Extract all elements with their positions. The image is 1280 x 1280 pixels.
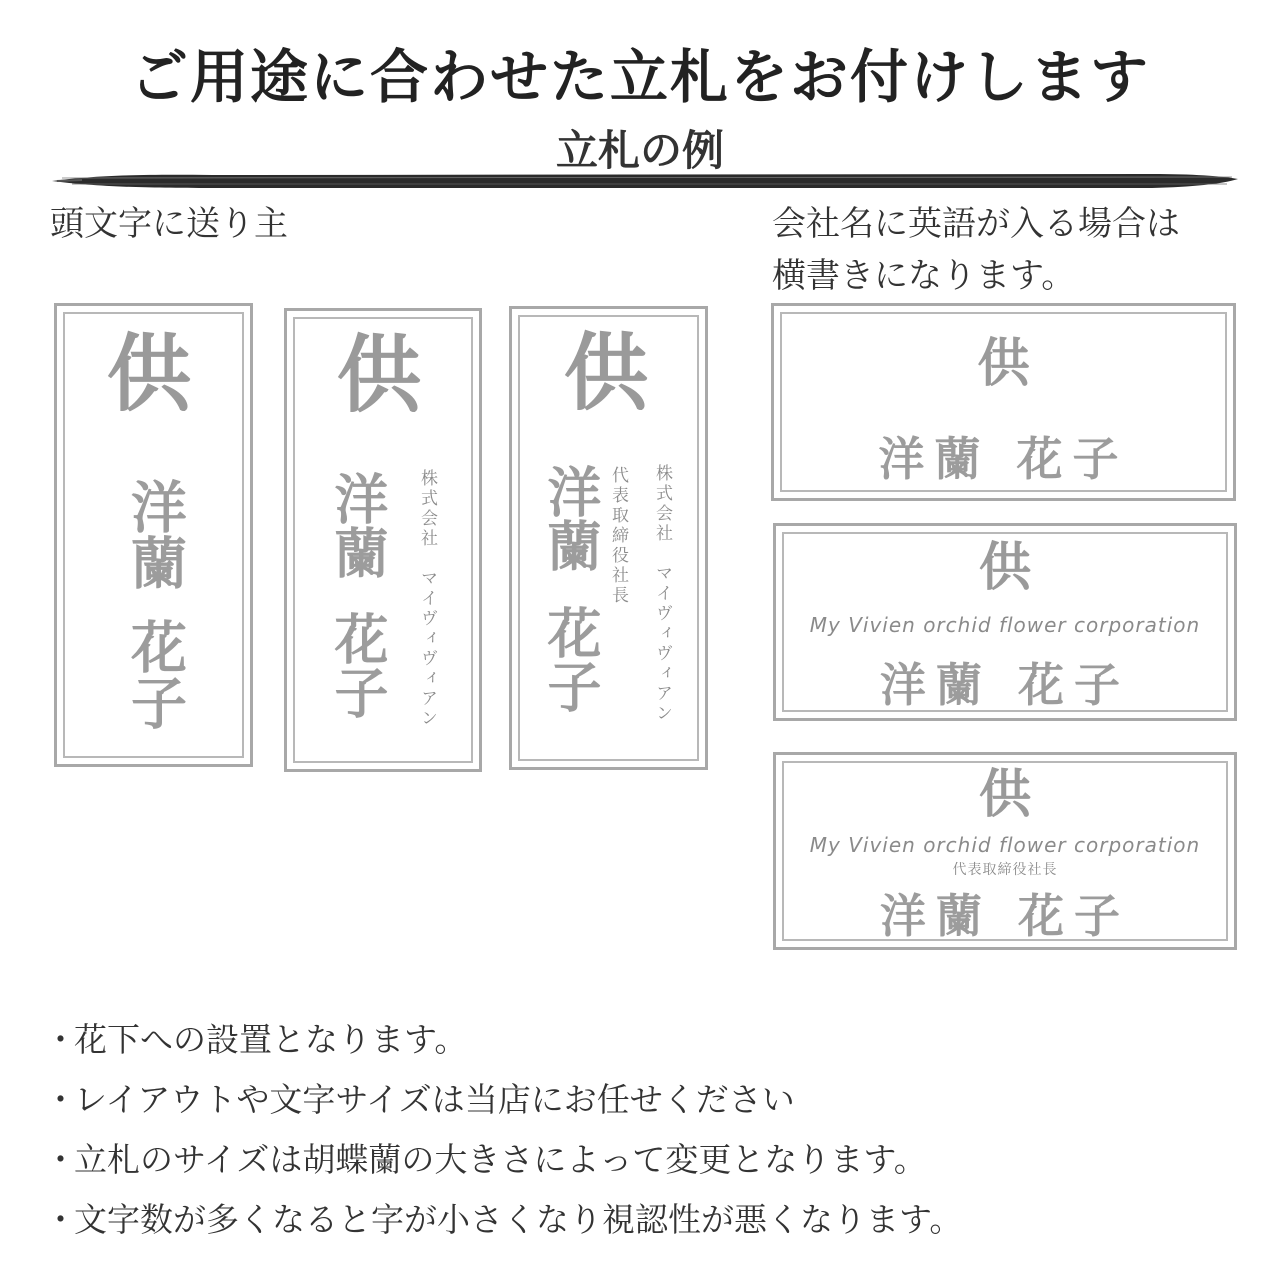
notes-list — [44, 1010, 1244, 1250]
company-name-english: My Vivien orchid flower corporation — [809, 833, 1201, 857]
sender-name-line1: 洋蘭 — [539, 464, 603, 572]
horizontal-tag-card-2 — [773, 523, 1237, 721]
kyo-character: 供 — [978, 537, 1031, 598]
note-item — [44, 1010, 1244, 1070]
bullet-dot: ・ — [44, 1020, 77, 1059]
caption-horizontal-examples — [772, 198, 1180, 302]
note-text: 花下への設置となります。 — [74, 1020, 468, 1059]
company-name-vertical: 株式会社 マイヴィヴィアン — [652, 464, 672, 724]
section-subtitle: 立札の例 — [555, 126, 724, 175]
vertical-tag-card-1 — [54, 303, 253, 767]
sender-name-line2: 花子 — [122, 618, 188, 730]
vertical-tag-card-3 — [509, 306, 708, 770]
company-name-vertical: 株式会社 マイヴィヴィアン — [417, 469, 437, 729]
brush-stroke-divider — [52, 170, 1238, 192]
vertical-tag-card-2 — [284, 308, 482, 772]
bullet-dot: ・ — [44, 1200, 77, 1239]
kyo-character: 供 — [977, 333, 1030, 394]
company-name-english: My Vivien orchid flower corporation — [809, 613, 1201, 637]
caption-vertical-examples: 頭文字に送り主 — [50, 204, 288, 244]
page-title: ご用途に合わせた立札をお付けします — [129, 43, 1150, 111]
note-item — [44, 1070, 1244, 1130]
bullet-dot: ・ — [44, 1140, 77, 1179]
kyo-character: 供 — [564, 323, 649, 422]
note-item — [44, 1190, 1244, 1250]
caption-horizontal-line2: 横書きになります。 — [772, 256, 1076, 296]
caption-horizontal-line1: 会社名に英語が入る場合は — [772, 204, 1180, 244]
sender-name-line2: 花子 — [539, 605, 603, 713]
sender-name-line2: 花子 — [326, 611, 390, 719]
horizontal-tag-card-3 — [773, 752, 1237, 950]
kyo-character: 供 — [337, 325, 422, 424]
note-text: 文字数が多くなると字が小さくなり視認性が悪くなります。 — [74, 1200, 963, 1239]
bullet-dot: ・ — [44, 1080, 77, 1119]
note-item — [44, 1130, 1244, 1190]
position-title: 代表取締役社長 — [952, 862, 1058, 878]
note-text: 立札のサイズは胡蝶蘭の大きさによって変更となります。 — [74, 1140, 927, 1179]
sender-name: 洋蘭 花子 — [878, 432, 1129, 486]
sender-name-line1: 洋蘭 — [122, 478, 188, 590]
kyo-character: 供 — [978, 764, 1031, 825]
sender-name: 洋蘭 花子 — [879, 658, 1130, 712]
note-text: レイアウトや文字サイズは当店にお任せください — [74, 1080, 795, 1119]
sender-name-line1: 洋蘭 — [326, 471, 390, 579]
sender-name: 洋蘭 花子 — [879, 889, 1130, 943]
horizontal-tag-card-1 — [771, 303, 1236, 501]
position-title-vertical: 代表取締役社長 — [608, 466, 628, 606]
kyo-character: 供 — [107, 324, 192, 423]
